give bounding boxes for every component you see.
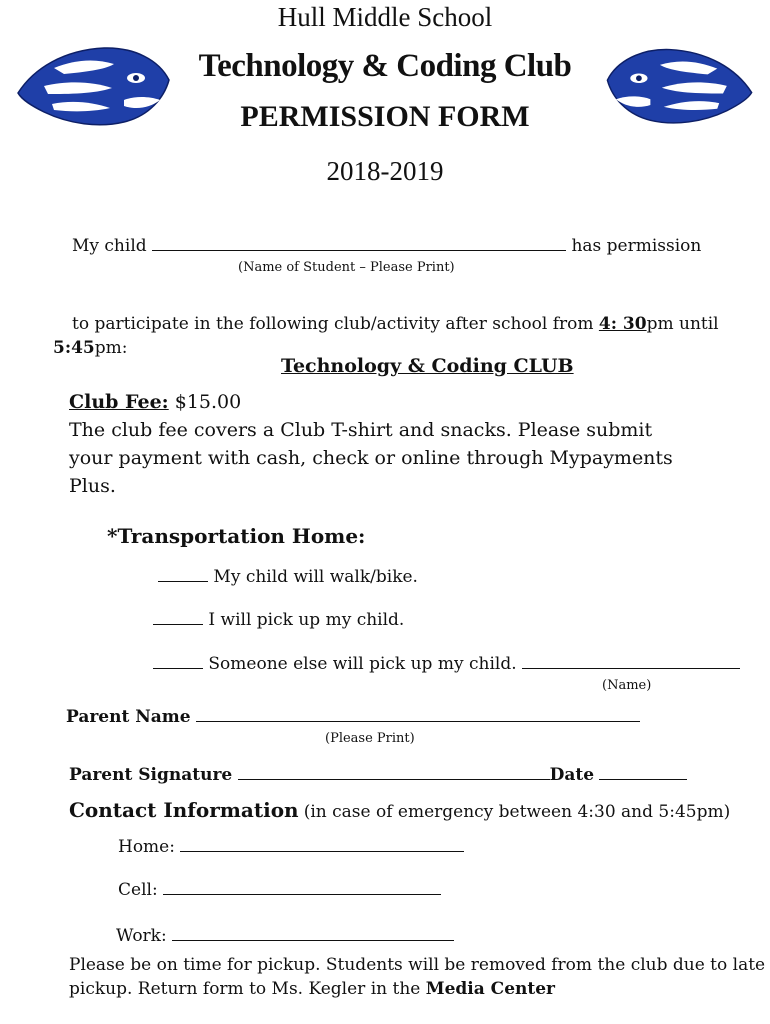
signature-label: Parent Signature	[69, 765, 233, 785]
fee-text-1: The club fee covers a Club T-shirt and snacks. Please submit	[69, 419, 653, 441]
date-label: Date	[549, 765, 595, 785]
end-time-line	[53, 338, 128, 358]
work-phone-row	[116, 926, 454, 946]
transport-option-pickup	[153, 610, 404, 630]
student-name-row	[72, 236, 701, 256]
cell-phone-row	[118, 880, 441, 900]
footer-line-2-row	[69, 979, 555, 999]
parent-name-label: Parent Name	[66, 707, 191, 727]
pm-until: pm until	[646, 314, 719, 334]
media-center: Media Center	[425, 979, 555, 999]
student-name-field[interactable]	[152, 249, 566, 251]
footer-line-2: pickup. Return form to Ms. Kegler in the	[69, 979, 421, 999]
contact-heading: Contact Information	[69, 798, 299, 822]
contact-note: (in case of emergency between 4:30 and 5:45pm)	[303, 802, 731, 822]
pickup-name-hint: (Name)	[602, 678, 652, 693]
transport-check-walk[interactable]	[158, 580, 208, 582]
signature-row	[69, 765, 687, 785]
end-time: 5:45	[53, 338, 95, 358]
transport-label-other: Someone else will pick up my child.	[208, 654, 517, 674]
form-title: PERMISSION FORM	[240, 100, 530, 133]
club-fee-amount: $15.00	[174, 391, 242, 413]
participate-line	[72, 314, 719, 334]
start-time: 4: 30	[598, 314, 647, 334]
club-fee-line	[69, 391, 241, 413]
school-year: 2018-2019	[326, 156, 444, 186]
transport-check-pickup[interactable]	[153, 623, 203, 625]
transport-heading: *Transportation Home:	[107, 524, 366, 548]
signature-field[interactable]	[238, 778, 550, 780]
student-name-hint: (Name of Student – Please Print)	[238, 260, 455, 275]
work-label: Work:	[116, 926, 167, 946]
has-permission-label: has permission	[571, 236, 702, 256]
pickup-person-field[interactable]	[522, 667, 740, 669]
club-fee-label: Club Fee:	[69, 391, 169, 413]
club-title: Technology & Coding Club	[198, 48, 572, 84]
pm-colon: pm:	[94, 338, 128, 358]
my-child-label: My child	[72, 236, 147, 256]
work-phone-field[interactable]	[172, 939, 454, 941]
contact-heading-row	[69, 798, 730, 822]
club-name: Technology & Coding CLUB	[281, 355, 574, 377]
school-name: Hull Middle School	[277, 2, 493, 32]
transport-option-walk	[158, 567, 418, 587]
participate-text: to participate in the following club/activity after school from	[72, 314, 594, 334]
fee-text-3: Plus.	[69, 475, 116, 497]
transport-option-other	[153, 654, 740, 674]
parent-name-row	[66, 707, 640, 727]
home-label: Home:	[118, 837, 175, 857]
transport-check-other[interactable]	[153, 667, 203, 669]
parent-name-hint: (Please Print)	[325, 731, 415, 746]
home-phone-row	[118, 837, 464, 857]
date-field[interactable]	[599, 778, 687, 780]
footer-line-1: Please be on time for pickup. Students will be removed from the club due to late	[69, 955, 766, 975]
parent-name-field[interactable]	[196, 720, 640, 722]
transport-label-walk: My child will walk/bike.	[213, 567, 418, 587]
cell-label: Cell:	[118, 880, 158, 900]
fee-text-2: your payment with cash, check or online through Mypayments	[69, 447, 673, 469]
cell-phone-field[interactable]	[163, 893, 441, 895]
home-phone-field[interactable]	[180, 850, 464, 852]
transport-label-pickup: I will pick up my child.	[208, 610, 405, 630]
